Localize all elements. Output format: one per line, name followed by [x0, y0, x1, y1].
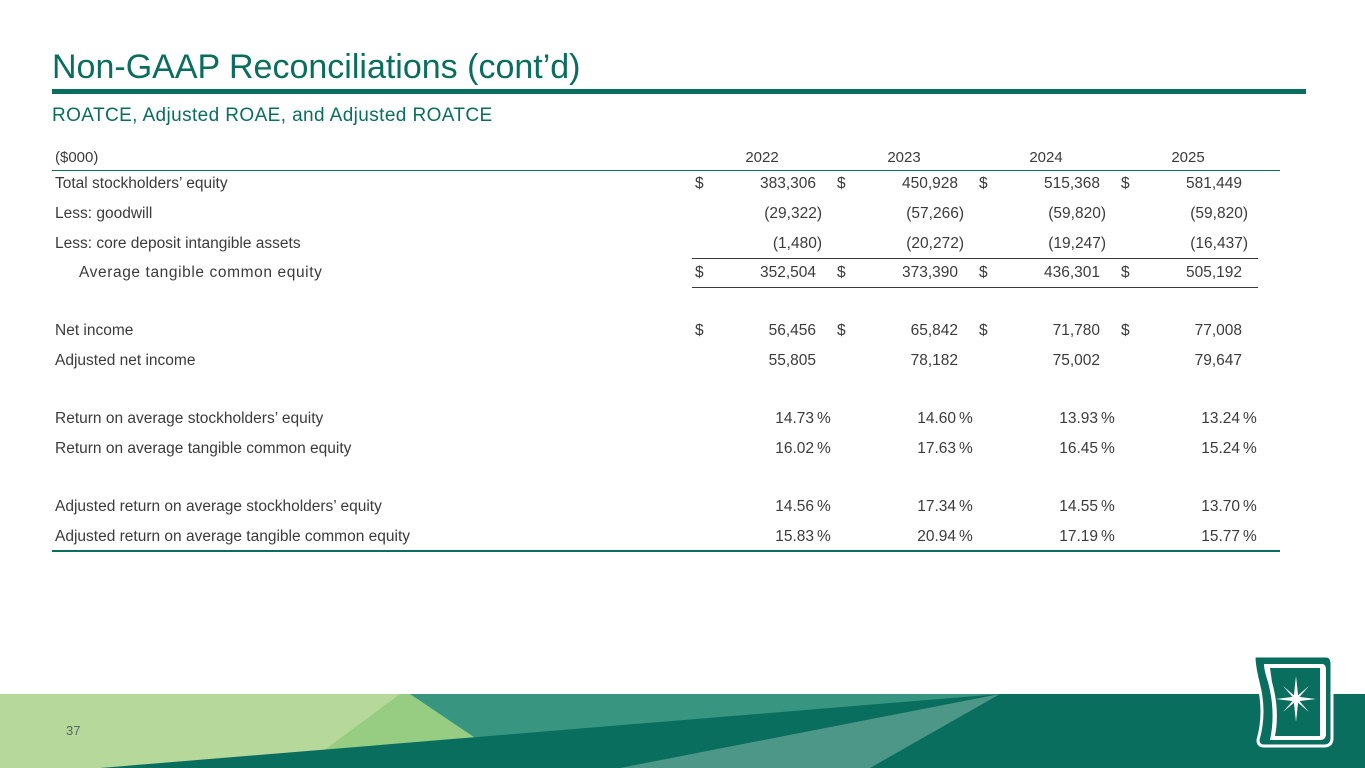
unit-label: ($000) [55, 149, 99, 166]
percent-value: 13.93 [1059, 410, 1098, 427]
percent-symbol: % [959, 528, 973, 545]
cell-value: 515,368 [1043, 175, 1100, 192]
currency-symbol: $ [837, 322, 846, 339]
percent-symbol: % [1101, 498, 1115, 515]
percent-value: 17.34 [917, 498, 956, 515]
cell-value: 56,456 [768, 322, 816, 339]
percent-symbol: % [817, 498, 831, 515]
cell-value: 55,805 [768, 352, 816, 369]
cell-value: 65,842 [910, 322, 958, 339]
year-header-2025: 2025 [1171, 149, 1205, 166]
cell-value: 352,504 [759, 264, 816, 281]
percent-value: 15.24 [1201, 440, 1240, 457]
footer-graphic [0, 694, 1365, 768]
row-label: Total stockholders’ equity [55, 175, 228, 192]
currency-symbol: $ [979, 322, 988, 339]
percent-value: 17.19 [1059, 528, 1098, 545]
cell-value: 505,192 [1185, 264, 1242, 281]
cell-value: 77,008 [1194, 322, 1242, 339]
percent-symbol: % [959, 498, 973, 515]
header-rule [52, 170, 1280, 171]
cell-value: 79,647 [1194, 352, 1242, 369]
cell-value: 78,182 [910, 352, 958, 369]
percent-value: 13.70 [1201, 498, 1240, 515]
year-header-2022: 2022 [745, 149, 779, 166]
currency-symbol: $ [695, 264, 704, 281]
currency-symbol: $ [1121, 322, 1130, 339]
cell-value: 75,002 [1052, 352, 1100, 369]
cell-value: 71,780 [1052, 322, 1100, 339]
percent-symbol: % [1243, 498, 1257, 515]
row-label: Return on average tangible common equity [55, 440, 352, 457]
cell-value: 383,306 [759, 175, 816, 192]
row-label: Return on average stockholders’ equity [55, 410, 324, 427]
cell-value: (59,820) [1190, 205, 1248, 222]
currency-symbol: $ [979, 175, 988, 192]
reconciliation-table [52, 140, 1280, 560]
percent-value: 16.02 [775, 440, 814, 457]
percent-symbol: % [1101, 528, 1115, 545]
cell-value: (20,272) [906, 235, 964, 252]
year-header-2023: 2023 [887, 149, 921, 166]
year-header-2024: 2024 [1029, 149, 1063, 166]
star-shield-logo-icon [1250, 652, 1334, 750]
cell-value: (19,247) [1048, 235, 1106, 252]
page-title: Non-GAAP Reconciliations (cont’d) [52, 48, 581, 86]
row-label: Adjusted return on average stockholders’ equity [55, 498, 382, 515]
cell-value: 436,301 [1043, 264, 1100, 281]
row-label: Average tangible common equity [79, 264, 323, 281]
table-bottom-rule [52, 550, 1280, 552]
cell-value: (57,266) [906, 205, 964, 222]
subtotal-bottom-rule [692, 287, 1258, 288]
percent-symbol: % [1101, 410, 1115, 427]
percent-symbol: % [959, 410, 973, 427]
percent-symbol: % [817, 528, 831, 545]
percent-symbol: % [959, 440, 973, 457]
percent-symbol: % [1243, 410, 1257, 427]
row-label: Adjusted return on average tangible common equity [55, 528, 410, 545]
currency-symbol: $ [1121, 264, 1130, 281]
currency-symbol: $ [695, 175, 704, 192]
percent-value: 20.94 [917, 528, 956, 545]
percent-symbol: % [1243, 528, 1257, 545]
title-divider [52, 89, 1306, 94]
page-subtitle: ROATCE, Adjusted ROAE, and Adjusted ROATCE [52, 105, 493, 126]
percent-value: 15.83 [775, 528, 814, 545]
cell-value: (1,480) [772, 235, 822, 252]
currency-symbol: $ [695, 322, 704, 339]
percent-value: 14.56 [775, 498, 814, 515]
currency-symbol: $ [1121, 175, 1130, 192]
cell-value: (16,437) [1190, 235, 1248, 252]
percent-value: 17.63 [917, 440, 956, 457]
currency-symbol: $ [837, 175, 846, 192]
row-label: Less: goodwill [55, 205, 153, 222]
percent-symbol: % [1101, 440, 1115, 457]
percent-value: 16.45 [1059, 440, 1098, 457]
row-label: Adjusted net income [55, 352, 196, 369]
cell-value: 581,449 [1185, 175, 1242, 192]
currency-symbol: $ [979, 264, 988, 281]
cell-value: (59,820) [1048, 205, 1106, 222]
percent-symbol: % [817, 440, 831, 457]
page-number: 37 [66, 723, 81, 738]
percent-value: 14.73 [775, 410, 814, 427]
row-label: Net income [55, 322, 134, 339]
cell-value: (29,322) [764, 205, 822, 222]
percent-symbol: % [1243, 440, 1257, 457]
cell-value: 373,390 [901, 264, 958, 281]
percent-value: 15.77 [1201, 528, 1240, 545]
percent-symbol: % [817, 410, 831, 427]
row-label: Less: core deposit intangible assets [55, 235, 301, 252]
percent-value: 14.60 [917, 410, 956, 427]
cell-value: 450,928 [901, 175, 958, 192]
subtotal-top-rule [692, 258, 1258, 259]
percent-value: 13.24 [1201, 410, 1240, 427]
currency-symbol: $ [837, 264, 846, 281]
percent-value: 14.55 [1059, 498, 1098, 515]
